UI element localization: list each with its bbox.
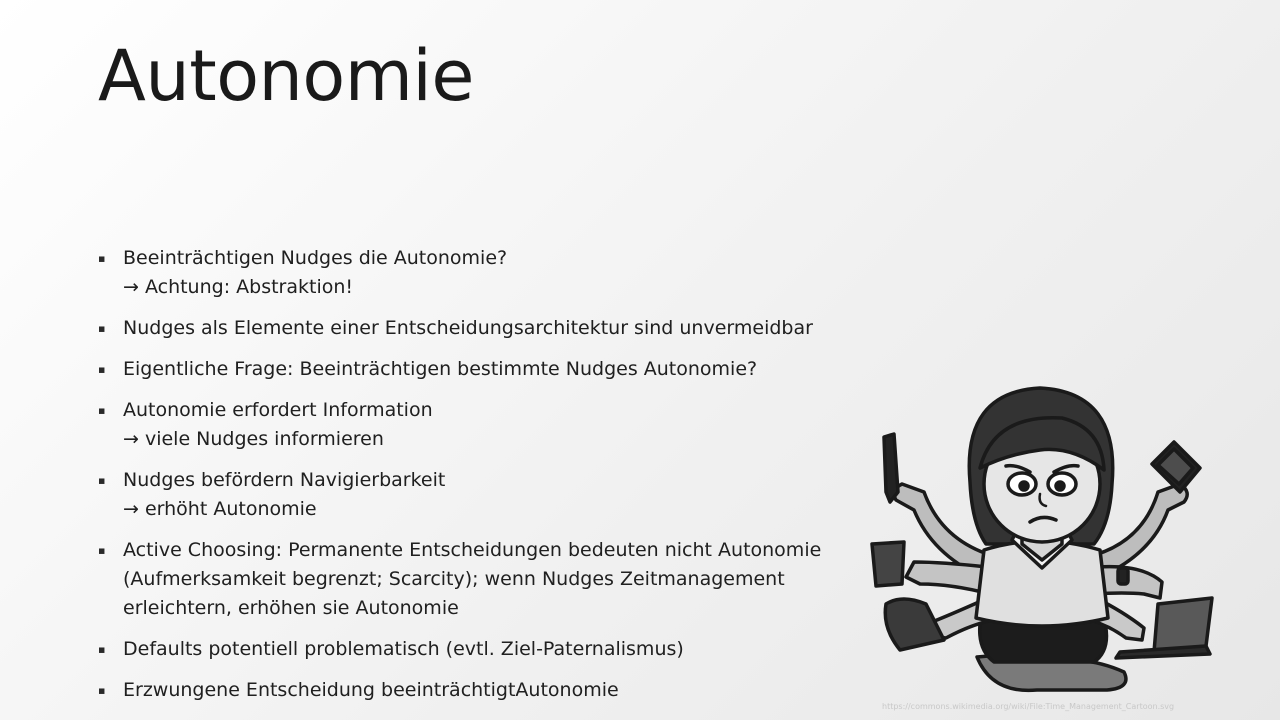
bullet-text xyxy=(123,676,619,705)
bullet-marker: ▪ xyxy=(98,363,106,376)
arm-shape xyxy=(906,562,990,594)
bullet-line: → erhöht Autonomie xyxy=(123,498,317,520)
bullet-line: Erzwungene Entscheidung beeinträchtigtAutonomie xyxy=(123,679,619,701)
pupil-shape xyxy=(1056,482,1064,490)
bullet-line: Nudges befördern Navigierbarkeit xyxy=(123,469,446,491)
bullet-item xyxy=(98,536,843,623)
bullet-text xyxy=(123,466,445,524)
bullet-line: (Aufmerksamkeit begrenzt; Scarcity); wenn Nudges Zeitmanagement xyxy=(123,568,785,590)
bullet-line: → Achtung: Abstraktion! xyxy=(123,276,354,298)
bullet-text xyxy=(123,314,813,343)
bullet-item xyxy=(98,355,843,384)
cup-icon xyxy=(872,542,904,586)
slide-title: Autonomie xyxy=(98,35,474,117)
bullet-marker: ▪ xyxy=(98,684,106,697)
bullet-item xyxy=(98,396,843,454)
laptop-icon xyxy=(1154,598,1212,652)
laptop-base xyxy=(1116,646,1210,658)
bullet-marker: ▪ xyxy=(98,544,106,557)
image-source-credit: https://commons.wikimedia.org/wiki/File:Time_Management_Cartoon.svg xyxy=(882,702,1175,711)
bullet-marker: ▪ xyxy=(98,474,106,487)
bullet-list xyxy=(98,244,843,717)
bullet-item xyxy=(98,314,843,343)
bullet-text xyxy=(123,635,684,664)
bullet-text xyxy=(123,244,507,302)
bullet-line: Autonomie erfordert Information xyxy=(123,399,433,421)
bullet-marker: ▪ xyxy=(98,322,106,335)
bullet-line: Nudges als Elemente einer Entscheidungsarchitektur sind unvermeidbar xyxy=(123,317,813,339)
bullet-line: Beeinträchtigen Nudges die Autonomie? xyxy=(123,247,508,269)
bullet-marker: ▪ xyxy=(98,404,106,417)
bullet-line: → viele Nudges informieren xyxy=(123,428,384,450)
bag-icon xyxy=(885,599,944,650)
watch-icon xyxy=(1118,568,1128,584)
bullet-item xyxy=(98,635,843,664)
bullet-marker: ▪ xyxy=(98,643,106,656)
bullet-text xyxy=(123,536,821,623)
pupil-shape xyxy=(1020,482,1028,490)
bullet-line: erleichtern, erhöhen sie Autonomie xyxy=(123,597,459,619)
bullet-marker: ▪ xyxy=(98,252,106,265)
bullet-line: Eigentliche Frage: Beeinträchtigen bestimmte Nudges Autonomie? xyxy=(123,358,758,380)
bullet-text xyxy=(123,396,433,454)
bullet-item xyxy=(98,244,843,302)
bullet-item xyxy=(98,466,843,524)
bullet-line: Defaults potentiell problematisch (evtl. Ziel-Paternalismus) xyxy=(123,638,684,660)
bullet-line: Active Choosing: Permanente Entscheidungen bedeuten nicht Autonomie xyxy=(123,539,822,561)
pen-icon xyxy=(884,434,898,502)
multitasking-woman-illustration xyxy=(862,372,1222,702)
bullet-text xyxy=(123,355,757,384)
bullet-item xyxy=(98,676,843,705)
